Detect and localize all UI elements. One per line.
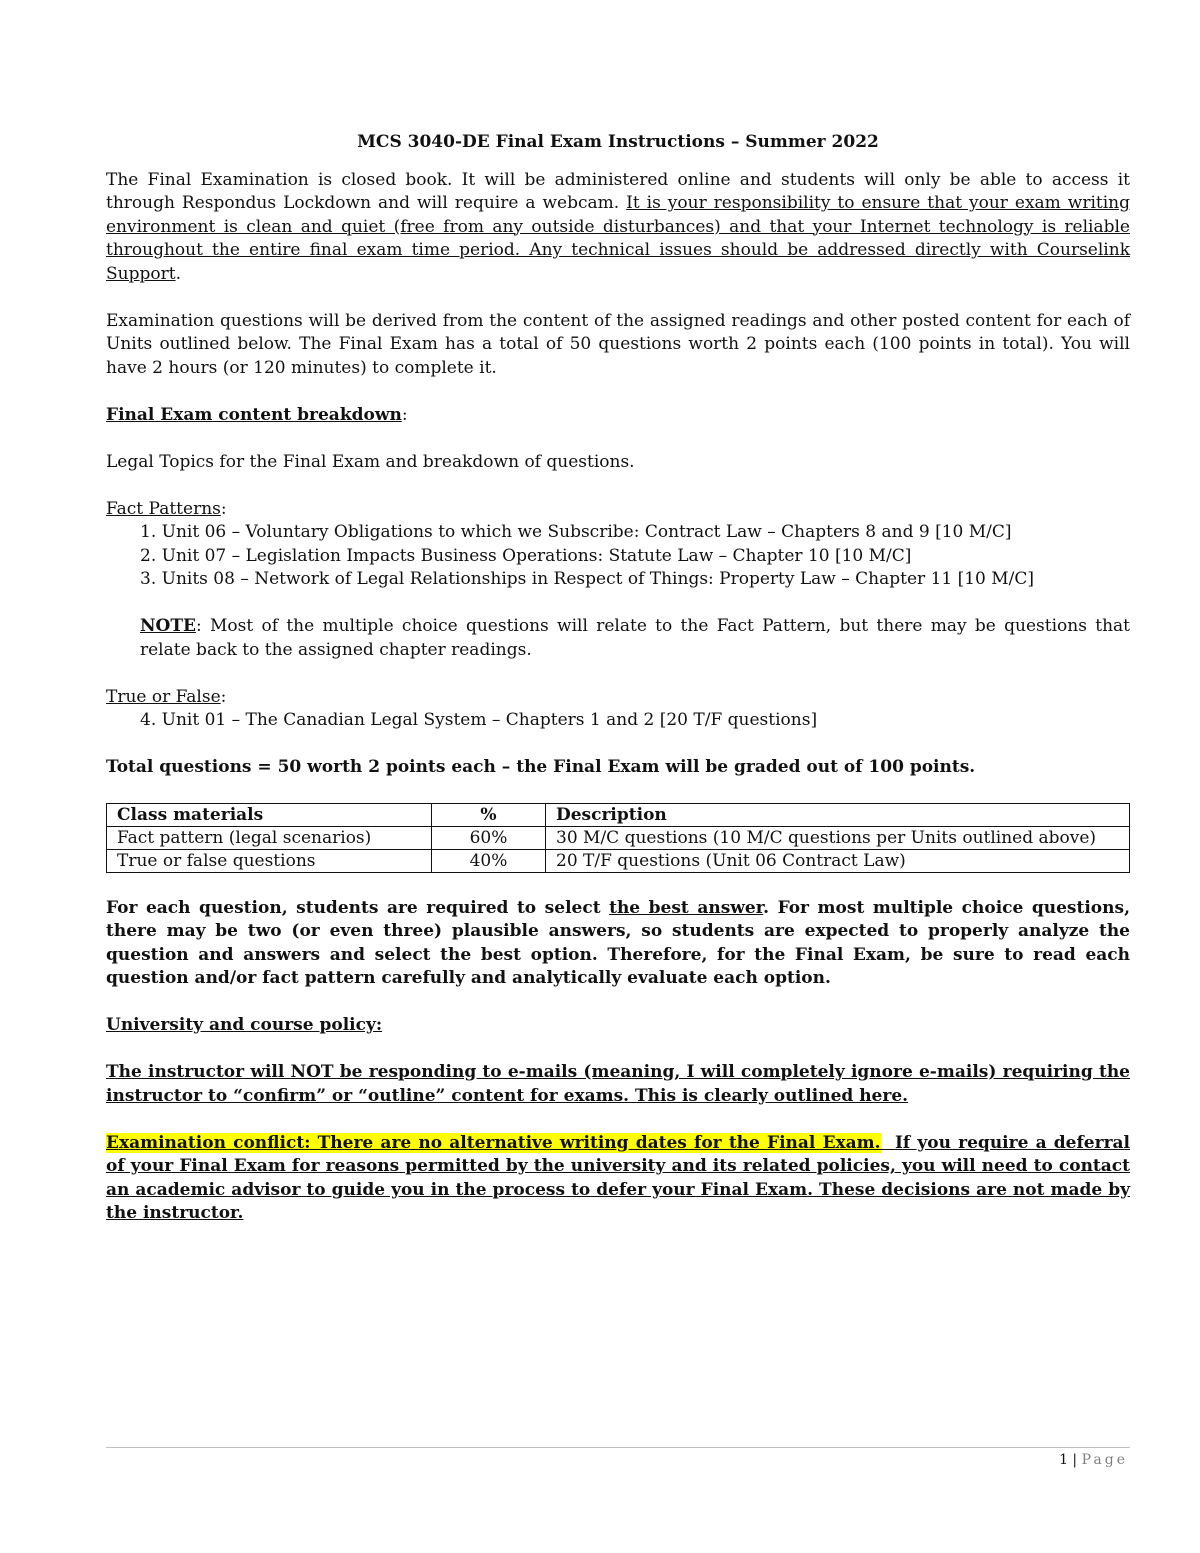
footer-divider xyxy=(106,1447,1130,1448)
true-false-heading xyxy=(106,686,1130,710)
instructor-note: The instructor will NOT be responding to e-mails (meaning, I will completely ignore e-mails) requiring the instructor to “confirm” or “outline” content for exams. This is clearly outlined here. xyxy=(106,1062,1130,1106)
list-item: 1. Unit 06 – Voluntary Obligations to which we Subscribe: Contract Law – Chapters 8 and 9 [10 M/C] xyxy=(140,522,1012,542)
table-header-percent: % xyxy=(432,804,546,827)
table-row xyxy=(107,827,1130,850)
table-cell: 40% xyxy=(432,850,546,873)
table-cell: 30 M/C questions (10 M/C questions per Units outlined above) xyxy=(546,827,1130,850)
note-label: NOTE xyxy=(140,616,196,636)
page-label: Page xyxy=(1081,1452,1128,1468)
conflict-highlight-text: There are no alternative writing dates for the Final Exam. xyxy=(310,1132,881,1153)
best-answer-post: . For most multiple choice questions, there may be two (or even three) plausible answers, so students are expected to properly analyze the question and answers and select the best option. Therefore, for the Final Exam, be sure to read each question and/or fact pattern carefully and analytically evaluate each option. xyxy=(106,897,1130,988)
table-row xyxy=(107,850,1130,873)
best-answer-paragraph xyxy=(106,897,1130,991)
true-false-colon: : xyxy=(220,686,227,707)
breakdown-heading-colon: : xyxy=(401,404,408,425)
table-cell: 20 T/F questions (Unit 06 Contract Law) xyxy=(546,850,1130,873)
note-text: : Most of the multiple choice questions will relate to the Fact Pattern, but there may be questions that relate back to the assigned chapter readings. xyxy=(140,616,1130,660)
intro-paragraph xyxy=(106,169,1130,287)
total-questions-text: Total questions = 50 worth 2 points each – the Final Exam will be graded out of 100 points. xyxy=(106,757,976,777)
conflict-deferral-text: If you require a deferral of your Final Exam for reasons permitted by the university and its related policies, you will need to contact an academic advisor to guide you in the process to defer your Final Exam. These decisions are not made by the instructor. xyxy=(106,1132,1130,1223)
policy-heading: University and course policy: xyxy=(106,1015,383,1035)
conflict-label: Examination conflict: xyxy=(106,1132,311,1153)
breakdown-heading xyxy=(106,404,1130,428)
table-cell: Fact pattern (legal scenarios) xyxy=(107,827,432,850)
true-false-heading-text: True or False xyxy=(106,686,221,707)
page-footer xyxy=(1059,1452,1128,1468)
exam-info-paragraph: Examination questions will be derived from the content of the assigned readings and other posted content for each of Units outlined below. The Final Exam has a total of 50 questions worth 2 points each (100 points in total). You will have 2 hours (or 120 minutes) to complete it. xyxy=(106,310,1130,378)
table-header-row xyxy=(107,804,1130,827)
fact-patterns-heading xyxy=(106,498,1130,522)
intro-responsibility-text: It is your responsibility to ensure that your exam writing environment is clean and quiet (free from any outside disturbances) and that your Internet technology is reliable throughout the entire final exam time period. Any technical issues should be addressed directly with Courselink Support xyxy=(106,193,1130,284)
intro-text: The Final Examination is closed book. It will be administered online and students will only be able to access it through Respondus Lockdown and will require a webcam. xyxy=(106,169,1130,213)
list-item: 2. Unit 07 – Legislation Impacts Business Operations: Statute Law – Chapter 10 [10 M/C] xyxy=(140,545,912,566)
table-header-description: Description xyxy=(546,804,1130,827)
table-cell: True or false questions xyxy=(107,850,432,873)
fact-pattern-note xyxy=(106,615,1130,662)
table-header-class-materials: Class materials xyxy=(107,804,432,827)
document-body xyxy=(106,131,1130,1226)
best-answer-pre: For each question, students are required to select xyxy=(106,897,610,918)
grading-table xyxy=(106,803,1130,873)
fact-patterns-heading-text: Fact Patterns xyxy=(106,498,221,519)
page-number: 1 xyxy=(1059,1452,1068,1468)
exam-conflict-paragraph xyxy=(106,1132,1130,1226)
breakdown-heading-text: Final Exam content breakdown xyxy=(106,404,402,425)
document-title: MCS 3040-DE Final Exam Instructions – Summer 2022 xyxy=(357,132,879,152)
fact-patterns-colon: : xyxy=(220,498,227,519)
legal-topics-text: Legal Topics for the Final Exam and breakdown of questions. xyxy=(106,451,635,472)
conflict-highlight xyxy=(106,1133,881,1153)
table-cell: 60% xyxy=(432,827,546,850)
list-item: 3. Units 08 – Network of Legal Relationships in Respect of Things: Property Law – Chapter 11 [10 M/C] xyxy=(140,569,1035,589)
footer-separator: | xyxy=(1067,1452,1082,1468)
list-item: 4. Unit 01 – The Canadian Legal System – Chapters 1 and 2 [20 T/F questions] xyxy=(140,710,818,730)
intro-end: . xyxy=(175,263,181,284)
best-answer-emphasis: the best answer xyxy=(609,897,764,918)
